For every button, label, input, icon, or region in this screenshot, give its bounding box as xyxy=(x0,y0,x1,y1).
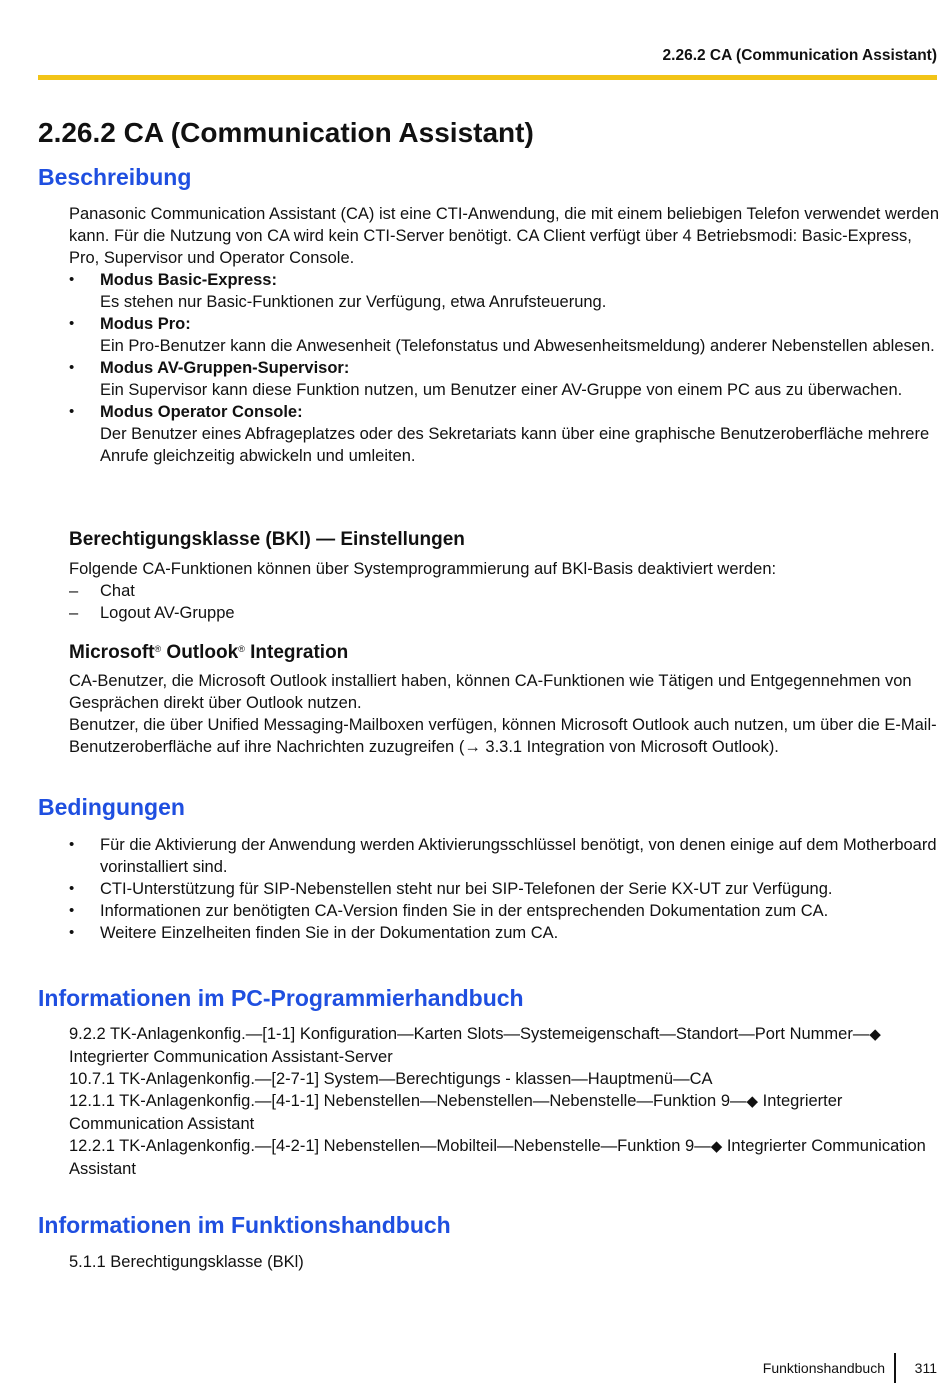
list-item xyxy=(69,269,941,313)
header-rule xyxy=(38,75,937,80)
registered-mark: ® xyxy=(238,644,245,654)
cross-reference-link[interactable] xyxy=(69,1068,941,1090)
heading-text: Outlook xyxy=(166,642,239,663)
reference-text: 12.1.1 TK-Anlagenkonfig.—[4-1-1] Nebenstellen—Nebenstellen—Nebenstelle—Funktion 9— xyxy=(69,1092,747,1110)
list-item-text: Für die Aktivierung der Anwendung werden Aktivierungsschlüssel benötigt, von denen einige auf dem Motherboard vorinstalliert sind. xyxy=(100,836,937,876)
bullet-icon: • xyxy=(69,902,75,919)
diamond-icon: ◆ xyxy=(869,1026,881,1043)
mode-text: Ein Pro-Benutzer kann die Anwesenheit (Telefonstatus und Abwesenheitsmeldung) anderer Nebenstellen ablesen. xyxy=(100,337,935,355)
registered-mark: ® xyxy=(154,644,162,654)
outlook-para-1: CA-Benutzer, die Microsoft Outlook installiert haben, können CA-Funktionen wie Tätigen und Entgegennehmen von Gesprächen direkt über Outlook nutzen. xyxy=(69,672,912,712)
list-item xyxy=(69,357,941,401)
heading-outlook xyxy=(69,642,348,664)
mode-label: Modus Operator Console: xyxy=(100,403,303,421)
beschreibung-body xyxy=(69,203,941,467)
footer-manual-name: Funktionshandbuch xyxy=(762,1360,885,1376)
footer-divider xyxy=(894,1353,896,1383)
bullet-icon: • xyxy=(69,271,75,288)
list-item-text: Chat xyxy=(100,582,135,600)
mode-label: Modus Basic-Express: xyxy=(100,271,277,289)
bullet-icon: • xyxy=(69,924,75,941)
list-item xyxy=(69,313,941,357)
list-item xyxy=(69,602,941,624)
reference-text: Integrierter Communication Assistant xyxy=(69,1092,843,1133)
outlook-para-2 xyxy=(69,714,941,758)
bkl-intro: Folgende CA-Funktionen können über Systemprogrammierung auf BKl-Basis deaktiviert werden: xyxy=(69,560,777,578)
list-item-text: Informationen zur benötigten CA-Version finden Sie in der entsprechenden Dokumentation zum CA. xyxy=(100,902,829,920)
outlook-body xyxy=(69,670,941,758)
mode-text: Der Benutzer eines Abfrageplatzes oder des Sekretariats kann über eine graphische Benutzeroberfläche mehrere Anrufe gleichzeitig abwickeln und umleiten. xyxy=(100,425,930,465)
heading-bkl: Berechtigungsklasse (BKl) — Einstellungen xyxy=(69,529,465,550)
list-item xyxy=(69,878,941,900)
dash-icon: – xyxy=(69,582,79,600)
heading-beschreibung: Beschreibung xyxy=(38,164,192,190)
list-item xyxy=(69,580,941,602)
list-item xyxy=(69,922,941,944)
cross-reference-link[interactable] xyxy=(69,1135,941,1180)
pc-handbuch-refs xyxy=(69,1023,941,1180)
cross-reference-link[interactable]: 3.3.1 Integration von Microsoft Outlook xyxy=(480,738,769,756)
bullet-icon: • xyxy=(69,880,75,897)
reference-text: Integrierter Communication Assistant xyxy=(69,1137,926,1178)
list-item xyxy=(69,834,941,878)
page-title: 2.26.2 CA (Communication Assistant) xyxy=(38,117,534,148)
page-number: 311 xyxy=(914,1360,937,1376)
mode-label: Modus Pro: xyxy=(100,315,191,333)
cross-reference-link[interactable] xyxy=(69,1023,941,1068)
reference-text: 12.2.1 TK-Anlagenkonfig.—[4-2-1] Nebenstellen—Mobilteil—Nebenstelle—Funktion 9— xyxy=(69,1137,711,1155)
reference-text: Integrierter Communication Assistant-Server xyxy=(69,1048,393,1066)
list-item xyxy=(69,900,941,922)
bullet-icon: • xyxy=(69,359,75,376)
heading-bedingungen: Bedingungen xyxy=(38,794,185,820)
list-item xyxy=(69,401,941,467)
mode-text: Ein Supervisor kann diese Funktion nutzen, um Benutzer einer AV-Gruppe von einem PC aus zu überwachen. xyxy=(100,381,903,399)
paragraph-text: Benutzer, die über Unified Messaging-Mailboxen verfügen, können Microsoft Outlook auch nutzen, um über die E-Mail-Benutzeroberfläche auf ihre Nachrichten zuzugreifen ( xyxy=(69,716,937,756)
reference-text: 9.2.2 TK-Anlagenkonfig.—[1-1] Konfiguration—Karten Slots—Systemeigenschaft—Standort—Port Nummer— xyxy=(69,1025,870,1043)
list-item-text: Logout AV-Gruppe xyxy=(100,604,235,622)
list-item-text: CTI-Unterstützung für SIP-Nebenstellen steht nur bei SIP-Telefonen der Serie KX-UT zur Verfügung. xyxy=(100,880,833,898)
list-item-text: Weitere Einzelheiten finden Sie in der Dokumentation zum CA. xyxy=(100,924,559,942)
diamond-icon: ◆ xyxy=(710,1138,723,1155)
heading-text: Microsoft xyxy=(69,642,155,663)
reference-text: 10.7.1 TK-Anlagenkonfig.—[2-7-1] System—Berechtigungs - klassen—Hauptmenü—CA xyxy=(69,1070,713,1088)
bullet-icon: • xyxy=(69,836,75,853)
mode-label: Modus AV-Gruppen-Supervisor: xyxy=(100,359,350,377)
dash-icon: – xyxy=(69,604,79,622)
diamond-icon: ◆ xyxy=(746,1093,759,1110)
bedingungen-list xyxy=(69,834,941,944)
cross-reference-link[interactable]: 5.1.1 Berechtigungsklasse (BKl) xyxy=(69,1253,304,1271)
beschreibung-intro: Panasonic Communication Assistant (CA) ist eine CTI-Anwendung, die mit einem beliebigen Telefon verwendet werden kann. Für die Nutzung von CA wird kein CTI-Server benötigt. CA Client verfügt über 4 Betriebsmodi: Basic-Express, Pro, Supervisor und Operator Console. xyxy=(69,205,940,267)
bullet-icon: • xyxy=(69,315,75,332)
heading-text: Integration xyxy=(250,642,349,663)
paragraph-text: ). xyxy=(768,738,779,756)
funktionshandbuch-refs xyxy=(69,1251,941,1273)
bullet-icon: • xyxy=(69,403,75,420)
arrow-icon: → xyxy=(464,738,481,756)
bkl-body xyxy=(69,558,941,624)
mode-text: Es stehen nur Basic-Funktionen zur Verfügung, etwa Anrufsteuerung. xyxy=(100,293,607,311)
heading-pc-handbuch: Informationen im PC-Programmierhandbuch xyxy=(38,985,524,1011)
heading-funktionshandbuch: Informationen im Funktionshandbuch xyxy=(38,1212,451,1238)
cross-reference-link[interactable] xyxy=(69,1090,941,1135)
running-header: 2.26.2 CA (Communication Assistant) xyxy=(662,47,937,64)
